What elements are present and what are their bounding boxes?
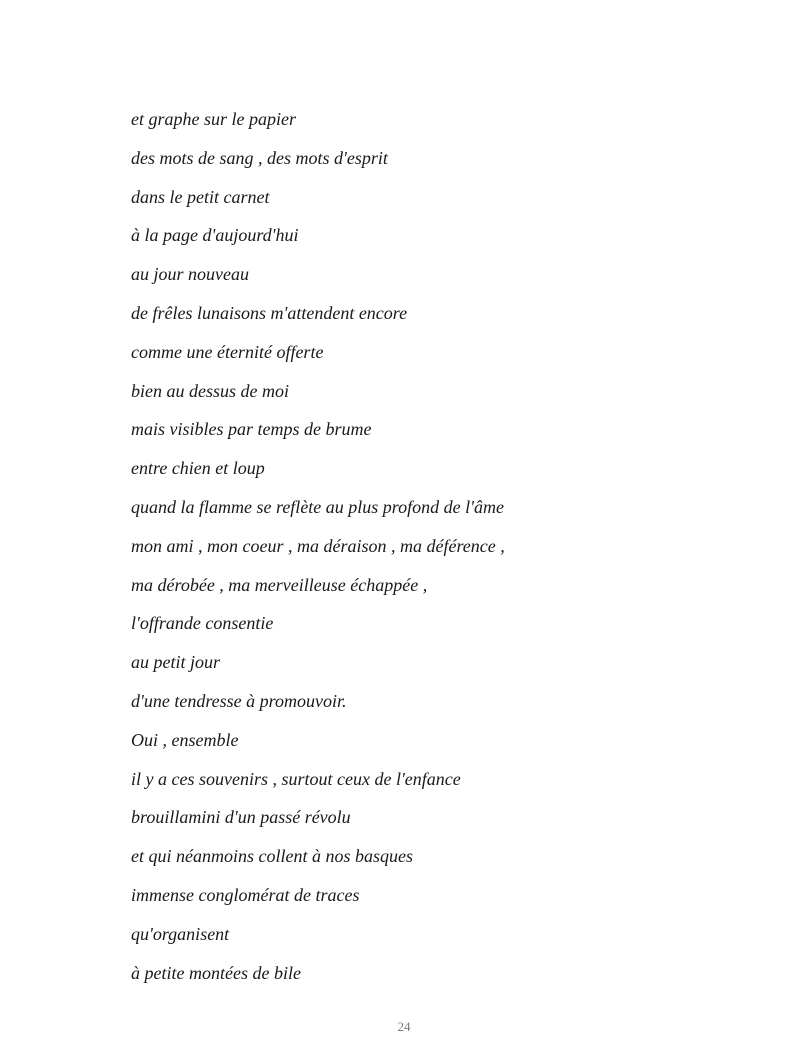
poem-line: à la page d'aujourd'hui bbox=[131, 225, 299, 246]
poem-line: l'offrande consentie bbox=[131, 613, 274, 634]
poem-line: ma dérobée , ma merveilleuse échappée , bbox=[131, 574, 428, 595]
poem-line: bien au dessus de moi bbox=[131, 380, 289, 401]
poem-line: au petit jour bbox=[131, 652, 220, 673]
poem-line: entre chien et loup bbox=[131, 458, 265, 479]
poem-line: immense conglomérat de traces bbox=[131, 884, 360, 905]
poem-line: à petite montées de bile bbox=[131, 962, 301, 983]
poem-line: dans le petit carnet bbox=[131, 186, 270, 207]
poem-line: brouillamini d'un passé révolu bbox=[131, 807, 351, 828]
poem-body bbox=[131, 100, 505, 992]
poem-line: mais visibles par temps de brume bbox=[131, 419, 372, 440]
poem-line: mon ami , mon coeur , ma déraison , ma déférence , bbox=[131, 535, 505, 556]
poem-line: de frêles lunaisons m'attendent encore bbox=[131, 302, 408, 323]
poem-line: Oui , ensemble bbox=[131, 729, 239, 750]
poem-line: d'une tendresse à promouvoir. bbox=[131, 690, 347, 711]
poem-line: au jour nouveau bbox=[131, 264, 249, 285]
page-number: 24 bbox=[397, 1019, 411, 1034]
poem-line: quand la flamme se reflète au plus profond de l'âme bbox=[131, 496, 504, 517]
poem-line: qu'organisent bbox=[131, 923, 230, 944]
poem-line: des mots de sang , des mots d'esprit bbox=[131, 147, 388, 168]
poem-line: et graphe sur le papier bbox=[131, 109, 296, 129]
poem-line: il y a ces souvenirs , surtout ceux de l'enfance bbox=[131, 768, 461, 789]
poem-line: et qui néanmoins collent à nos basques bbox=[131, 846, 413, 867]
poem-line: comme une éternité offerte bbox=[131, 341, 324, 362]
